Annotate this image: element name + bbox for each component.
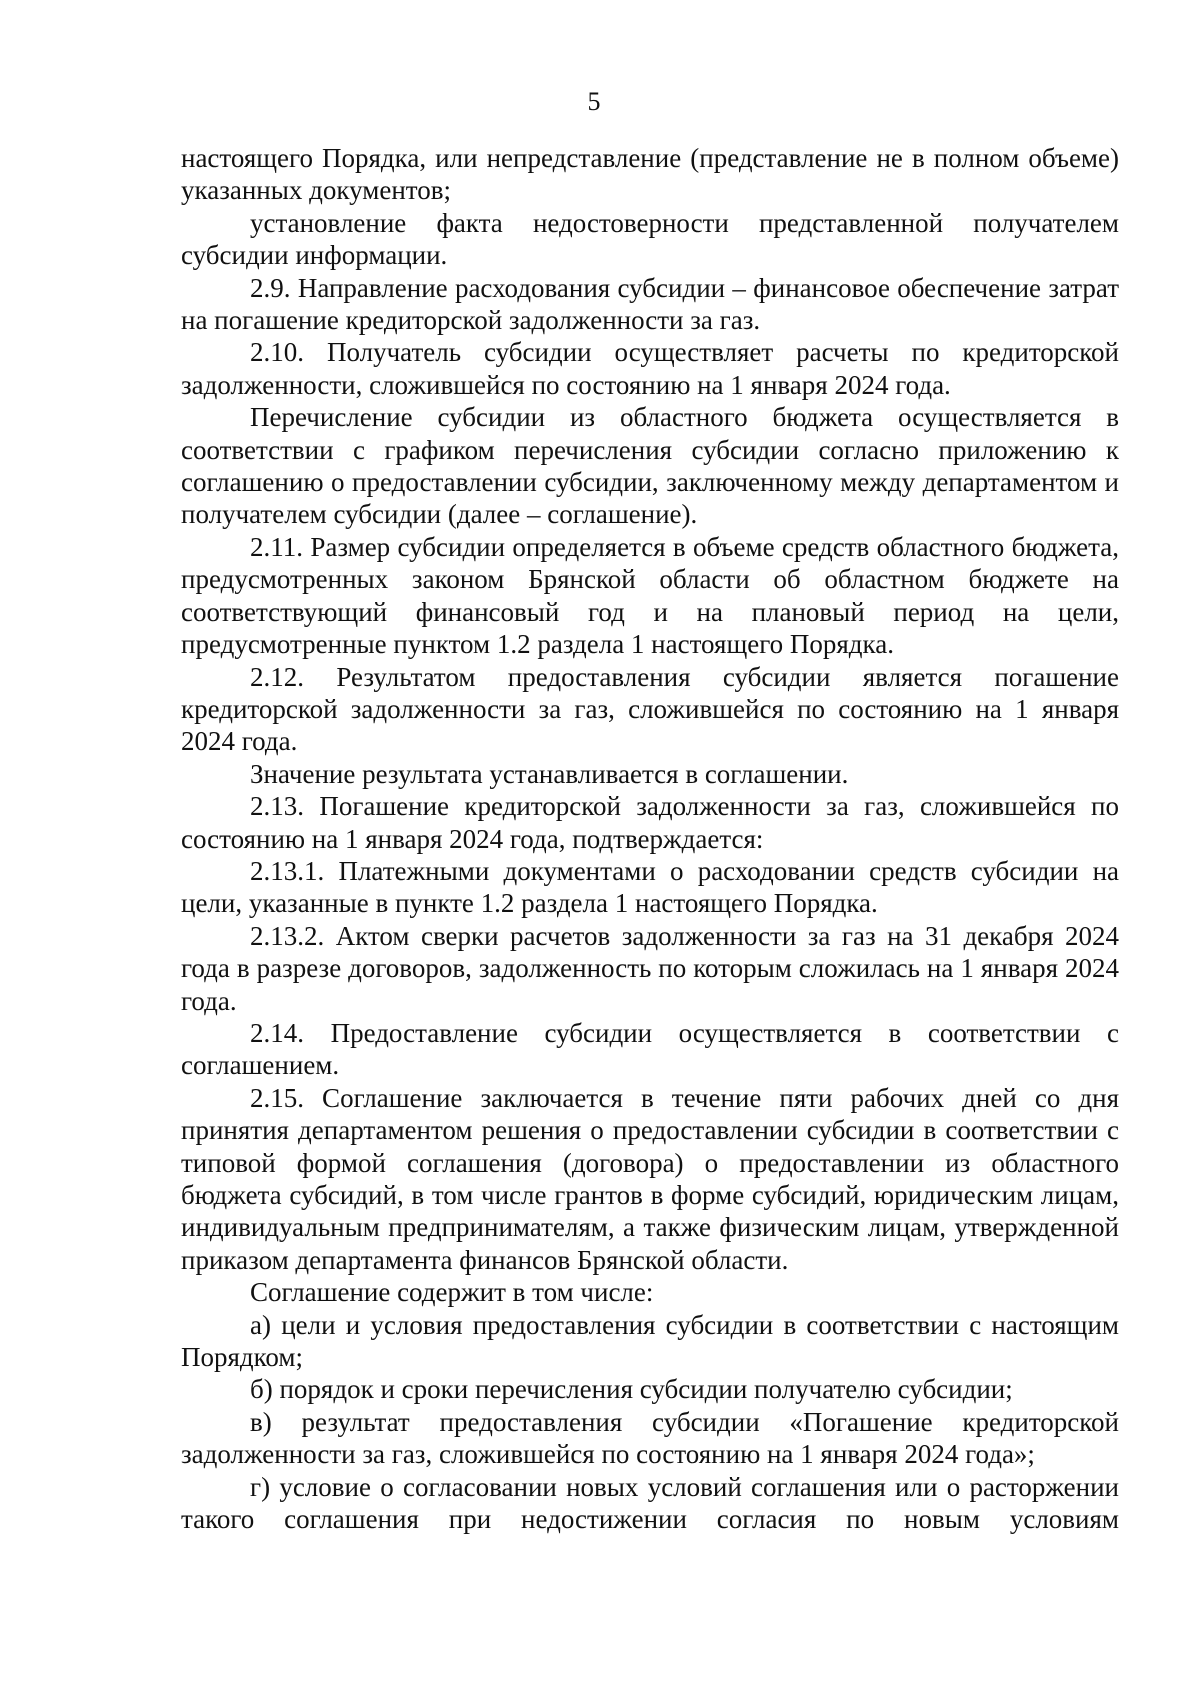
paragraph-continuation: настоящего Порядка, или непредставление (представление не в полном объеме) указанных документов; (181, 143, 1119, 206)
list-item-a: а) цели и условия предоставления субсидии в соответствии с настоящим Порядком; (181, 1309, 1119, 1373)
document-body (181, 142, 1119, 1535)
paragraph-transfer-schedule: Перечисление субсидии из областного бюджета осуществляется в соответствии с графиком перечисления субсидии согласно приложению к соглашению о предоставлении субсидии, заключенному между департаментом и получателем субсидии (далее – соглашение). (181, 402, 1119, 530)
paragraph-2-11: 2.11. Размер субсидии определяется в объеме средств областного бюджета, предусмотренных законом Брянской области об областном бюджете на соответствующий финансовый год и на плановый период на цели, предусмотренные пунктом 1.2 раздела 1 настоящего Порядка. (181, 531, 1119, 660)
paragraph-2-10: 2.10. Получатель субсидии осуществляет расчеты по кредиторской задолженности, сложившейся по состоянию на 1 января 2024 года. (181, 337, 1119, 400)
paragraph-2-13-1: 2.13.1. Платежными документами о расходовании средств субсидии на цели, указанные в пункте 1.2 раздела 1 настоящего Порядка. (181, 855, 1119, 919)
paragraph-2-13: 2.13. Погашение кредиторской задолженности за газ, сложившейся по состоянию на 1 января 2024 года, подтверждается: (181, 791, 1119, 854)
paragraph-2-15: 2.15. Соглашение заключается в течение пяти рабочих дней со дня принятия департаментом решения о предоставлении субсидии в соответствии с типовой формой соглашения (договора) о предоставлении из областного бюджета субсидий, в том числе грантов в форме субсидий, юридическим лицам, индивидуальным предпринимателям, а также физическим лицам, утвержденной приказом департамента финансов Брянской области. (181, 1082, 1119, 1275)
list-item-b: б) порядок и сроки перечисления субсидии получателю субсидии; (250, 1374, 1013, 1405)
paragraph-2-9: 2.9. Направление расходования субсидии – финансовое обеспечение затрат на погашение кредиторской задолженности за газ. (181, 272, 1119, 336)
paragraph-2-14: 2.14. Предоставление субсидии осуществляется в соответствии с соглашением. (181, 1017, 1119, 1081)
list-item-g: г) условие о согласовании новых условий соглашения или о расторжении такого соглашения при недостижении согласия по новым условиям (181, 1471, 1119, 1535)
paragraph-result-value: Значение результата устанавливается в соглашении. (250, 758, 849, 789)
paragraph-agreement-contains: Соглашение содержит в том числе: (250, 1277, 654, 1308)
paragraph-2-13-2: 2.13.2. Актом сверки расчетов задолженности за газ на 31 декабря 2024 года в разрезе договоров, задолженность по которым сложилась на 1 января 2024 года. (181, 920, 1119, 1016)
paragraph-2-12: 2.12. Результатом предоставления субсидии является погашение кредиторской задолженности за газ, сложившейся по состоянию на 1 января 2024 года. (181, 661, 1119, 757)
page-number: 5 (587, 87, 601, 116)
paragraph-fact-unreliability: установление факта недостоверности представленной получателем субсидии информации. (181, 207, 1119, 271)
list-item-v: в) результат предоставления субсидии «Погашение кредиторской задолженности за газ, сложившейся по состоянию на 1 января 2024 года»; (181, 1406, 1119, 1470)
